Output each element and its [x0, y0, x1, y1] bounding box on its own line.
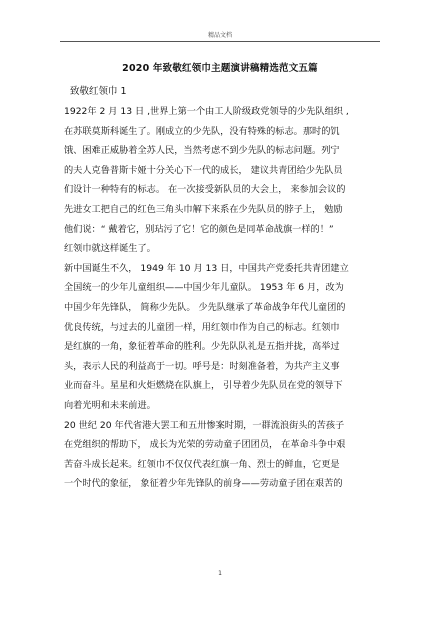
body-line: 20 世纪 20 年代省港大罢工和五卅惨案时期，一群流浪街头的苦孩子 [64, 419, 345, 431]
header-divider [60, 41, 380, 42]
body-line: 的夫人克鲁普斯卡娅十分关心下一代的成长， 建议共青团给少先队员 [64, 164, 343, 176]
body-line: 1922年 2 月 13 日 ,世界上第一个由工人阶级政党领导的少先队组织 , [64, 106, 349, 117]
body-line: 业而奋斗。星星和火炬燃烧在队旗上， 引导着少先队员在党的领导下 [64, 380, 343, 392]
body-line: 是红旗的一角，象征着革命的胜利。少先队队礼是五指并拢，高举过 [64, 341, 340, 353]
body-line: 苦奋斗成长起来。红领巾不仅仅代表红旗一角、烈士的鲜血，它更是 [64, 458, 340, 470]
body-line: 头，表示人民的利益高于一切。呼号是：时刻准备着，为共产主义事 [64, 360, 340, 372]
body-line: 他们说：“ 戴着它，别玷污了它！它的颜色是同革命战旗一样的！” [64, 223, 334, 235]
body-line: 先进女工把自己的红色三角头巾解下来系在少先队员的脖子上， 勉励 [64, 203, 343, 215]
body-line: 们设计一种特有的标志。 在一次接受新队员的大会上， 来参加会议的 [64, 184, 346, 196]
body-line: 优良传统，与过去的儿童团一样，用红领巾作为自己的标志。红领巾 [64, 321, 340, 333]
body-line: 向着光明和未来前进。 [64, 399, 156, 411]
body-line: 饿、困难正威胁着全苏人民，当然考虑不到少先队的标志问题。列宁 [64, 145, 340, 157]
body-line: 在党组织的帮助下， 成长为光荣的劳动童子团团员， 在革命斗争中艰 [64, 439, 346, 451]
body-line: 新中国诞生不久， 1949 年 10 月 13 日，中国共产党委托共青团建立 [64, 262, 349, 274]
body-line: 全国统一的少年儿童组织——中国少年儿童队。 1953 年 6 月，改为 [64, 282, 344, 294]
document-subtitle: 致敬红领巾 1 [70, 86, 127, 97]
body-line: 一个时代的象征， 象征着少年先锋队的前身——劳动童子团在艰苦的 [64, 478, 343, 490]
document-title: 2020 年致敬红领巾主题演讲稿精选范文五篇 [122, 63, 318, 74]
body-line: 红领巾就这样诞生了。 [64, 243, 156, 255]
document-body [64, 102, 384, 494]
body-line: 中国少年先锋队， 简称少先队。 少先队继承了革命战争年代儿童团的 [64, 301, 346, 313]
page-number: 1 [218, 570, 222, 577]
body-line: 在苏联莫斯科诞生了。刚成立的少先队，没有特殊的标志。那时的饥 [64, 125, 340, 137]
header-label: 精品文档 [207, 32, 232, 39]
